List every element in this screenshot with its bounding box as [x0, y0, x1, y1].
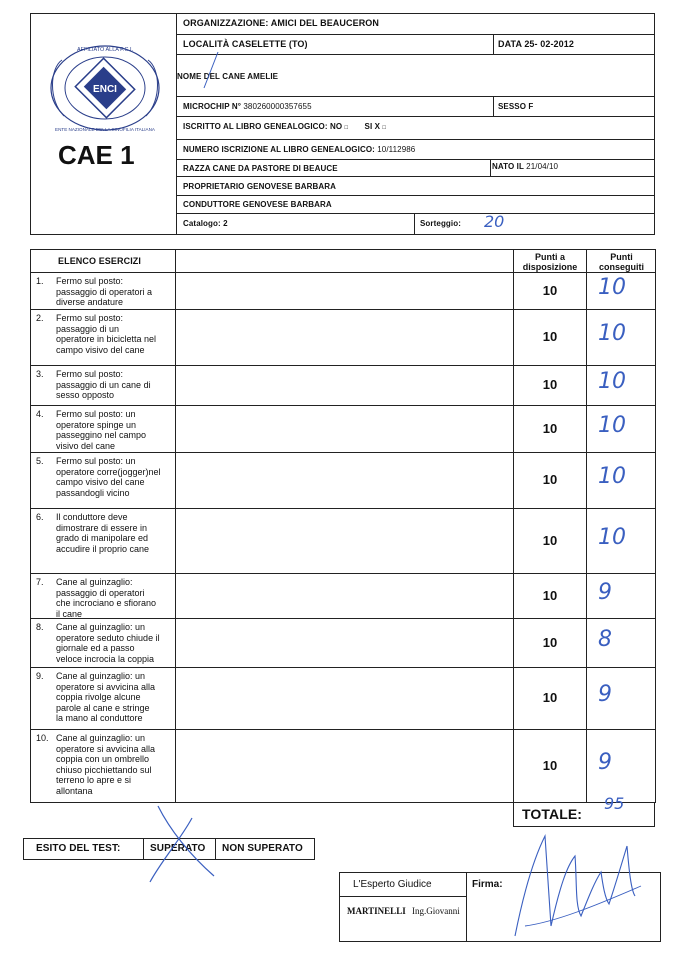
microchip-value: 380260000357655	[243, 102, 312, 111]
exercise-description-line: veloce incrocia la coppia	[56, 653, 155, 664]
scored-points: 10	[598, 274, 626, 300]
registration-number-value: 10/112986	[377, 145, 416, 154]
available-points: 10	[542, 532, 558, 548]
exercise-description-line: Il conduttore deve	[56, 512, 128, 522]
available-points: 10	[542, 758, 558, 773]
result-passed: SUPERATO	[150, 843, 206, 854]
exercise-number: 8.	[36, 622, 44, 632]
exercise-description	[56, 512, 174, 554]
exercise-description	[56, 577, 174, 619]
enci-logo	[40, 38, 170, 138]
judge-signature	[505, 826, 645, 946]
exercise-description-line: Cane al guinzaglio:	[56, 577, 133, 587]
signature-label: Firma:	[472, 879, 503, 890]
exercise-description-line: grado di manipolare ed	[56, 533, 149, 543]
passed-cross-mark	[140, 800, 230, 890]
header-divider	[176, 13, 177, 235]
exercise-description-line: campo visivo del cane	[56, 477, 145, 487]
total-label: TOTALE:	[522, 806, 583, 822]
svg-text:ENTE NAZIONALE DELLA CINOFILIA: ENTE NAZIONALE DELLA CINOFILIA ITALIANA	[55, 127, 155, 132]
exercise-description-line: coppia rivolge alcune	[56, 692, 141, 702]
exercise-description-line: allontana	[56, 785, 93, 796]
row-divider	[176, 176, 655, 177]
exercise-description-line: operatore seduto chiude il	[56, 632, 160, 643]
exercise-description-line: passeggino nel campo	[56, 430, 147, 440]
exercise-description-line: chiuso picchiettando sul	[56, 764, 152, 775]
microchip-field	[183, 102, 312, 111]
registered-label: ISCRITTO AL LIBRO GENEALOGICO: NO	[183, 122, 343, 131]
scored-points: 8	[598, 626, 612, 652]
exercise-description-line: passaggio di operatori a	[56, 286, 153, 297]
registration-number-field	[183, 145, 415, 154]
exercise-description-line: operatore corre(jogger)nel	[56, 466, 161, 477]
row-divider	[339, 896, 466, 897]
exercise-number: 1.	[36, 276, 44, 286]
exercise-description-line: passaggio di un cane di	[56, 379, 151, 390]
row-divider	[30, 272, 656, 273]
checkbox-yes: □	[382, 125, 387, 131]
col-scored-line: conseguiti	[598, 262, 644, 272]
exercise-description	[56, 671, 174, 724]
catalog-label: Catalogo:	[183, 219, 221, 228]
exercise-description-line: sesso opposto	[56, 390, 115, 400]
handler-field: CONDUTTORE GENOVESE BARBARA	[183, 200, 332, 209]
col-scored-header	[587, 252, 656, 272]
exercise-description-line: Cane al guinzaglio: un	[56, 622, 146, 632]
dog-name-field: NOME DEL CANE AMELIE	[177, 72, 279, 81]
judge-label: L'Esperto Giudice	[353, 879, 432, 890]
exercise-description-line: passandogli vicino	[56, 487, 130, 498]
pen-stroke	[196, 50, 226, 90]
row-divider	[176, 116, 655, 117]
exercise-description-line: operatore spinge un	[56, 419, 137, 430]
row-divider	[30, 309, 656, 310]
catalog-field	[183, 219, 228, 228]
row-divider	[30, 508, 656, 509]
registration-number-label: NUMERO ISCRIZIONE AL LIBRO GENEALOGICO:	[183, 145, 375, 154]
born-field	[492, 162, 558, 171]
exercise-description	[56, 369, 174, 401]
exercise-number: 2.	[36, 313, 44, 323]
exercise-number: 10.	[36, 733, 49, 743]
scored-points: 10	[598, 412, 626, 438]
exercise-number: 3.	[36, 369, 44, 379]
draw-value: 20	[484, 212, 505, 231]
judge-surname: MARTINELLI	[347, 906, 406, 916]
exercise-description-line: Fermo sul posto:	[56, 276, 124, 286]
col-divider	[493, 34, 494, 54]
total-value: 95	[604, 794, 625, 813]
exercise-description-line: operatore si avvicina alla	[56, 743, 156, 754]
result-not-passed: NON SUPERATO	[222, 843, 303, 854]
location-field: LOCALITÀ CASELETTE (TO)	[183, 39, 308, 49]
available-points: 10	[542, 690, 558, 705]
exercise-description-line: giornale ed a passo	[56, 643, 135, 653]
col-divider	[586, 249, 587, 803]
exercise-description-line: parole al cane e stringe	[56, 702, 150, 713]
scored-points: 10	[598, 464, 626, 489]
row-divider	[30, 405, 656, 406]
registered-field	[183, 122, 386, 131]
exercise-number: 6.	[36, 512, 44, 522]
exercise-number: 5.	[36, 456, 44, 466]
exercise-description-line: la mano al conduttore	[56, 713, 143, 723]
row-divider	[30, 618, 656, 619]
col-available-header	[514, 252, 586, 272]
row-divider	[176, 54, 655, 55]
organization-field: ORGANIZZAZIONE: AMICI DEL BEAUCERON	[183, 18, 379, 28]
exercise-description-line: che incrociano e sfiorano	[56, 598, 157, 608]
col-divider	[175, 249, 176, 803]
test-code: CAE 1	[58, 140, 135, 170]
exercise-description	[56, 276, 174, 308]
row-divider	[176, 139, 655, 140]
col-divider	[414, 213, 415, 235]
exercise-description-line: operatore si avvicina alla	[56, 681, 156, 692]
col-available-line: disposizione	[522, 262, 578, 272]
col-divider	[490, 159, 491, 176]
available-points: 10	[542, 472, 558, 487]
row-divider	[30, 573, 656, 574]
exercise-number: 7.	[36, 577, 44, 587]
available-points: 10	[542, 634, 558, 650]
born-value: 21/04/10	[526, 162, 559, 171]
exercise-description-line: passaggio di un	[56, 323, 120, 334]
scored-points: 9	[598, 579, 612, 605]
svg-text:AFFILIATO ALLA F.C.I.: AFFILIATO ALLA F.C.I.	[76, 47, 134, 53]
available-points: 10	[542, 282, 558, 298]
exercise-description-line: Fermo sul posto: un	[56, 456, 136, 466]
exercise-description-line: terreno lo apre e si	[56, 775, 132, 785]
exercise-description-line: Fermo sul posto: un	[56, 409, 136, 419]
available-points: 10	[542, 587, 558, 603]
judge-title: Ing.Giovanni	[411, 906, 460, 916]
row-divider	[176, 213, 655, 214]
row-divider	[30, 667, 656, 668]
date-field: DATA 25- 02-2012	[498, 39, 574, 49]
checkbox-no: □	[344, 125, 349, 131]
exercise-number: 9.	[36, 671, 44, 681]
exercise-number: 4.	[36, 409, 44, 419]
draw-label: Sorteggio:	[420, 219, 461, 228]
row-divider	[176, 195, 655, 196]
col-scored-line: Punti	[610, 252, 633, 262]
row-divider	[30, 365, 656, 366]
available-points: 10	[542, 329, 558, 344]
exercise-description-line: coppia con un ombrello	[56, 754, 150, 764]
exercise-description	[56, 313, 174, 355]
exercise-description-line: visivo del cane	[56, 440, 116, 451]
exercise-description-line: passaggio di operatori	[56, 587, 145, 598]
scored-points: 10	[598, 321, 626, 346]
microchip-label: MICROCHIP N°	[183, 102, 242, 111]
exercise-description-line: Fermo sul posto:	[56, 313, 124, 323]
row-divider	[176, 159, 655, 160]
available-points: 10	[542, 420, 558, 436]
exercise-description-line: operatore in bicicletta nel	[56, 334, 157, 344]
exercise-description-line: dimostrare di essere in	[56, 522, 148, 533]
exercise-description-line: Fermo sul posto:	[56, 369, 124, 379]
scored-points: 10	[598, 369, 626, 394]
exercise-description-line: accudire il proprio cane	[56, 543, 150, 554]
svg-text:ENCI: ENCI	[93, 84, 117, 95]
exercise-description	[56, 409, 174, 451]
exercise-description-line: il cane	[56, 608, 83, 619]
col-divider	[466, 872, 467, 942]
col-divider	[493, 96, 494, 116]
born-label: NATO IL	[492, 162, 524, 171]
exercise-description-line: Cane al guinzaglio: un	[56, 671, 146, 681]
exercise-description	[56, 622, 174, 664]
judge-name	[347, 906, 460, 916]
row-divider	[30, 729, 656, 730]
exercise-description-line: diverse andature	[56, 297, 124, 307]
scored-points: 9	[598, 750, 612, 775]
col-available-line: Punti a	[534, 252, 565, 262]
row-divider	[176, 96, 655, 97]
owner-field: PROPRIETARIO GENOVESE BARBARA	[183, 182, 336, 191]
exercise-description	[56, 456, 174, 498]
registered-yes: SI X	[364, 122, 381, 131]
sex-field: SESSO F	[498, 102, 534, 111]
exercise-description	[56, 733, 174, 796]
available-points: 10	[542, 377, 558, 392]
scored-points: 10	[598, 524, 626, 550]
scored-points: 9	[598, 682, 612, 707]
exercise-description-line: Cane al guinzaglio: un	[56, 733, 146, 743]
exercise-description-line: campo visivo del cane	[56, 344, 145, 355]
result-label: ESITO DEL TEST:	[36, 843, 121, 854]
breed-field: RAZZA CANE DA PASTORE DI BEAUCE	[183, 164, 338, 173]
col-exercises-header: ELENCO ESERCIZI	[58, 256, 142, 266]
catalog-value: 2	[223, 219, 228, 228]
row-divider	[30, 452, 656, 453]
row-divider	[176, 34, 655, 35]
